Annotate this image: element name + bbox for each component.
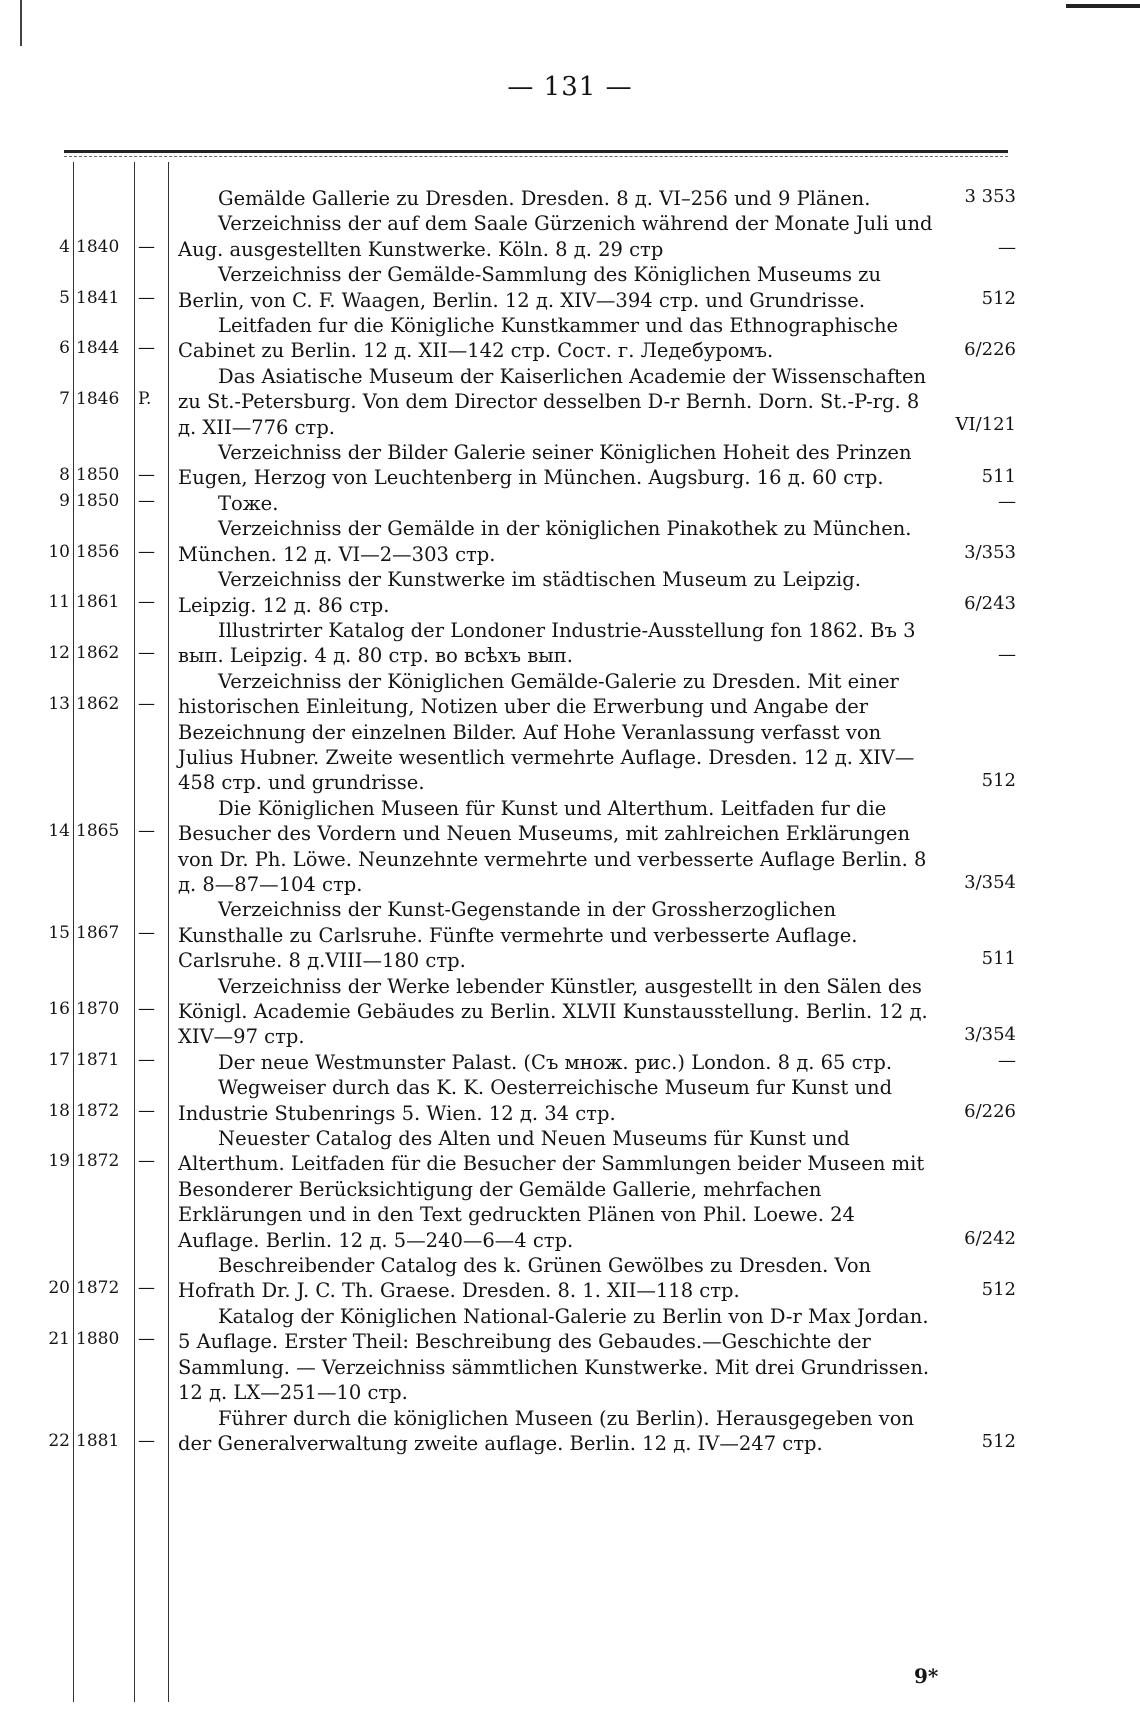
- entry-description: Verzeichniss der auf dem Saale Gürzenich während der Monate Juli und Aug. ausgestellten Kunstwerke. Köln. 8 д. 29 стр: [178, 212, 933, 261]
- catalog-entry: [0, 186, 1140, 211]
- entry-shelfmark: —: [998, 490, 1016, 512]
- catalog-entry: [0, 796, 1140, 898]
- entry-dash: —: [138, 541, 155, 562]
- catalog-entry: [0, 669, 1140, 796]
- entry-shelfmark: 512: [981, 770, 1016, 792]
- entry-shelfmark: 512: [981, 1431, 1016, 1453]
- entry-dash: —: [138, 1430, 155, 1451]
- entry-shelfmark: 6/226: [964, 1100, 1016, 1122]
- entry-year: 1856: [76, 541, 120, 562]
- entry-year: 1862: [76, 694, 120, 715]
- entry-shelfmark: —: [998, 643, 1016, 665]
- entry-year: 1850: [76, 465, 120, 486]
- entry-number: 6: [59, 338, 70, 359]
- catalog-entry: [0, 974, 1140, 1050]
- entry-description: Verzeichniss der Kunst-Gegenstande in der Grossherzoglichen Kunsthalle zu Carlsruhe. Fünfte vermehrte und verbesserte Auflage. Carlsruhe. 8 д.VIII—180 стр.: [178, 898, 858, 973]
- entry-description: Verzeichniss der Bilder Galerie seiner Königlichen Hoheit des Prinzen Eugen, Herzog von Leuchtenberg in München. Augsburg. 16 д. 60 стр.: [178, 441, 912, 490]
- entry-year: 1867: [76, 922, 120, 943]
- entry-dash: —: [138, 922, 155, 943]
- page-number: — 131 —: [507, 72, 633, 102]
- catalog-entry: [0, 1304, 1140, 1406]
- entry-number: 9: [59, 490, 70, 511]
- entry-dash: —: [138, 490, 155, 511]
- entry-shelfmark: —: [998, 237, 1016, 258]
- catalog-entry: [0, 211, 1140, 262]
- entry-dash: P.: [138, 389, 152, 410]
- entry-description: Katalog der Königlichen National-Galerie zu Berlin von D-r Max Jordan. 5 Auflage. Erster Theil: Beschreibung des Gebaudes.—Geschichte der Sammlung. — Verzeichniss sämmtlichen Kunstwerke. Mit drei Grundrissen. 12 д. LX—251—10 стр.: [178, 1304, 930, 1405]
- entry-number: 20: [48, 1278, 70, 1299]
- entry-shelfmark: 512: [981, 1278, 1016, 1300]
- entry-shelfmark: 6/243: [964, 592, 1016, 614]
- catalog-entry: [0, 516, 1140, 567]
- entry-dash: —: [138, 236, 155, 257]
- entry-number: 21: [48, 1329, 70, 1350]
- entry-number: 16: [48, 998, 70, 1019]
- entry-number: 5: [59, 287, 70, 308]
- catalog-entry: [0, 262, 1140, 313]
- entry-year: 1871: [76, 1049, 120, 1070]
- entry-year: 1880: [76, 1329, 120, 1350]
- catalog-entry: [0, 1126, 1140, 1253]
- catalog-entries: [0, 186, 1140, 1456]
- entry-description: Leitfaden fur die Königliche Kunstkammer und das Ethnographische Cabinet zu Berlin. 12 д. XII—142 стр. Сост. г. Ледебуромъ.: [178, 314, 899, 363]
- entry-dash: —: [138, 821, 155, 842]
- entry-shelfmark: —: [998, 1049, 1016, 1071]
- entry-number: 18: [48, 1100, 70, 1121]
- catalog-entry: [0, 313, 1140, 364]
- entry-dash: —: [138, 998, 155, 1019]
- catalog-entry: [0, 1075, 1140, 1126]
- entry-number: 10: [48, 541, 70, 562]
- entry-dash: —: [138, 643, 155, 664]
- entry-year: 1872: [76, 1151, 120, 1172]
- catalog-entry: [0, 618, 1140, 669]
- entry-description: Beschreibender Catalog des k. Grünen Gewölbes zu Dresden. Von Hofrath Dr. J. C. Th. Graese. Dresden. 8. 1. XII—118 стр.: [178, 1254, 872, 1303]
- entry-dash: —: [138, 694, 155, 715]
- catalog-entry: [0, 364, 1140, 440]
- entry-number: 22: [48, 1430, 70, 1451]
- entry-number: 8: [59, 465, 70, 486]
- entry-shelfmark: VI/121: [955, 414, 1016, 436]
- header-rule: [64, 150, 1008, 153]
- entry-shelfmark: 3/354: [964, 1024, 1016, 1046]
- entry-description: Das Asiatische Museum der Kaiserlichen Academie der Wissenschaften zu St.-Petersburg. Von dem Director desselben D-r Bernh. Dorn. St.-P-rg. 8 д. XII—776 стр.: [178, 364, 927, 439]
- entry-description: Neuester Catalog des Alten und Neuen Museums für Kunst und Alterthum. Leitfaden für die Besucher der Sammlungen beider Museen mit Besonderer Berücksichtigung der Gemälde Gallerie, mehrfachen Erklärungen und in den Text gedruckten Plänen von Phil. Loewe. 24 Auflage. Berlin. 12 д. 5—240—6—4 стр.: [178, 1127, 925, 1252]
- entry-dash: —: [138, 592, 155, 613]
- entry-description: Illustrirter Katalog der Londoner Industrie-Ausstellung fon 1862. Въ 3 вып. Leipzig. 4 д. 80 стр. во всѣхъ вып.: [178, 618, 916, 668]
- scan-edge-mark: [1066, 4, 1140, 8]
- entry-description: Führer durch die königlichen Museen (zu Berlin). Herausgegeben von der Generalverwaltung zweite auflage. Berlin. 12 д. IV—247 стр.: [178, 1406, 915, 1455]
- entry-year: 1872: [76, 1100, 120, 1121]
- entry-number: 17: [48, 1049, 70, 1070]
- entry-dash: —: [138, 1151, 155, 1172]
- catalog-entry: [0, 1406, 1140, 1457]
- entry-year: 1862: [76, 643, 120, 664]
- entry-dash: —: [138, 465, 155, 486]
- entry-shelfmark: 3/354: [964, 872, 1016, 894]
- entry-shelfmark: 3/353: [964, 541, 1016, 563]
- entry-number: 7: [59, 389, 70, 410]
- entry-year: 1865: [76, 821, 120, 842]
- entry-dash: —: [138, 287, 155, 308]
- entry-year: 1870: [76, 998, 120, 1019]
- entry-description: Тоже.: [218, 491, 279, 515]
- entry-year: 1840: [76, 236, 120, 257]
- entry-number: 19: [48, 1151, 70, 1172]
- entry-year: 1850: [76, 490, 120, 511]
- entry-dash: —: [138, 1049, 155, 1070]
- entry-description: Verzeichniss der Werke lebender Künstler, ausgestellt in den Sälen des Königl. Academie Gebäudes zu Berlin. XLVII Kunstausstellung. Berlin. 12 д. XIV—97 стр.: [178, 974, 928, 1049]
- entry-number: 12: [48, 643, 70, 664]
- entry-number: 15: [48, 922, 70, 943]
- entry-shelfmark: 6/242: [964, 1227, 1016, 1249]
- entry-description: Gemälde Gallerie zu Dresden. Dresden. 8 д. VI–256 und 9 Plänen.: [218, 187, 871, 210]
- entry-number: 11: [48, 592, 70, 613]
- entry-description: Der neue Westmunster Palast. (Съ множ. рис.) London. 8 д. 65 стр.: [218, 1050, 893, 1074]
- entry-year: 1846: [76, 389, 120, 410]
- entry-shelfmark: 6/226: [964, 338, 1016, 360]
- entry-year: 1844: [76, 338, 120, 359]
- entry-description: Verzeichniss der Kunstwerke im städtischen Museum zu Leipzig. Leipzig. 12 д. 86 стр.: [178, 568, 861, 617]
- entry-dash: —: [138, 1329, 155, 1350]
- entry-description: Verzeichniss der Gemälde in der königlichen Pinakothek zu München. München. 12 д. VI—2—303 стр.: [178, 517, 912, 566]
- entry-description: Die Königlichen Museen für Kunst und Alterthum. Leitfaden fur die Besucher des Vordern und Neuen Museums, mit zahlreichen Erklärungen von Dr. Ph. Löwe. Neunzehnte vermehrte und verbesserte Auflage Berlin. 8 д. 8—87—104 стр.: [178, 796, 927, 896]
- entry-dash: —: [138, 1100, 155, 1121]
- catalog-entry: [0, 897, 1140, 973]
- catalog-entry: [0, 567, 1140, 618]
- entry-year: 1841: [76, 287, 120, 308]
- entry-year: 1872: [76, 1278, 120, 1299]
- entry-year: 1881: [76, 1430, 120, 1451]
- header-rule-dashed: [64, 156, 1008, 157]
- entry-number: 14: [48, 821, 70, 842]
- entry-number: 4: [59, 236, 70, 257]
- entry-dash: —: [138, 338, 155, 359]
- entry-shelfmark: 511: [981, 465, 1016, 487]
- entry-shelfmark: 3 353: [964, 186, 1016, 207]
- footer-signature: 9*: [914, 1664, 939, 1688]
- catalog-entry: [0, 440, 1140, 491]
- catalog-entry: [0, 1050, 1140, 1075]
- entry-dash: —: [138, 1278, 155, 1299]
- entry-shelfmark: 511: [981, 947, 1016, 969]
- catalog-entry: [0, 491, 1140, 516]
- entry-shelfmark: 512: [981, 287, 1016, 309]
- entry-year: 1861: [76, 592, 120, 613]
- entry-description: Verzeichniss der Königlichen Gemälde-Galerie zu Dresden. Mit einer historischen Einleitung, Notizen uber die Erwerbung und Angabe der Bezeichnung der einzelnen Bilder. Auf Hohe Veranlassung verfasst von Julius Hubner. Zweite wesentlich vermehrte Auflage. Dresden. 12 д. XIV—458 стр. und grundrisse.: [178, 669, 915, 795]
- scan-corner-mark: [20, 0, 22, 46]
- catalog-entry: [0, 1253, 1140, 1304]
- entry-number: 13: [48, 694, 70, 715]
- entry-description: Wegweiser durch das K. K. Oesterreichische Museum fur Kunst und Industrie Stubenrings 5. Wien. 12 д. 34 стр.: [178, 1076, 893, 1125]
- entry-description: Verzeichniss der Gemälde-Sammlung des Königlichen Museums zu Berlin, von C. F. Waagen, Berlin. 12 д. XIV—394 стр. und Grundrisse.: [178, 263, 882, 312]
